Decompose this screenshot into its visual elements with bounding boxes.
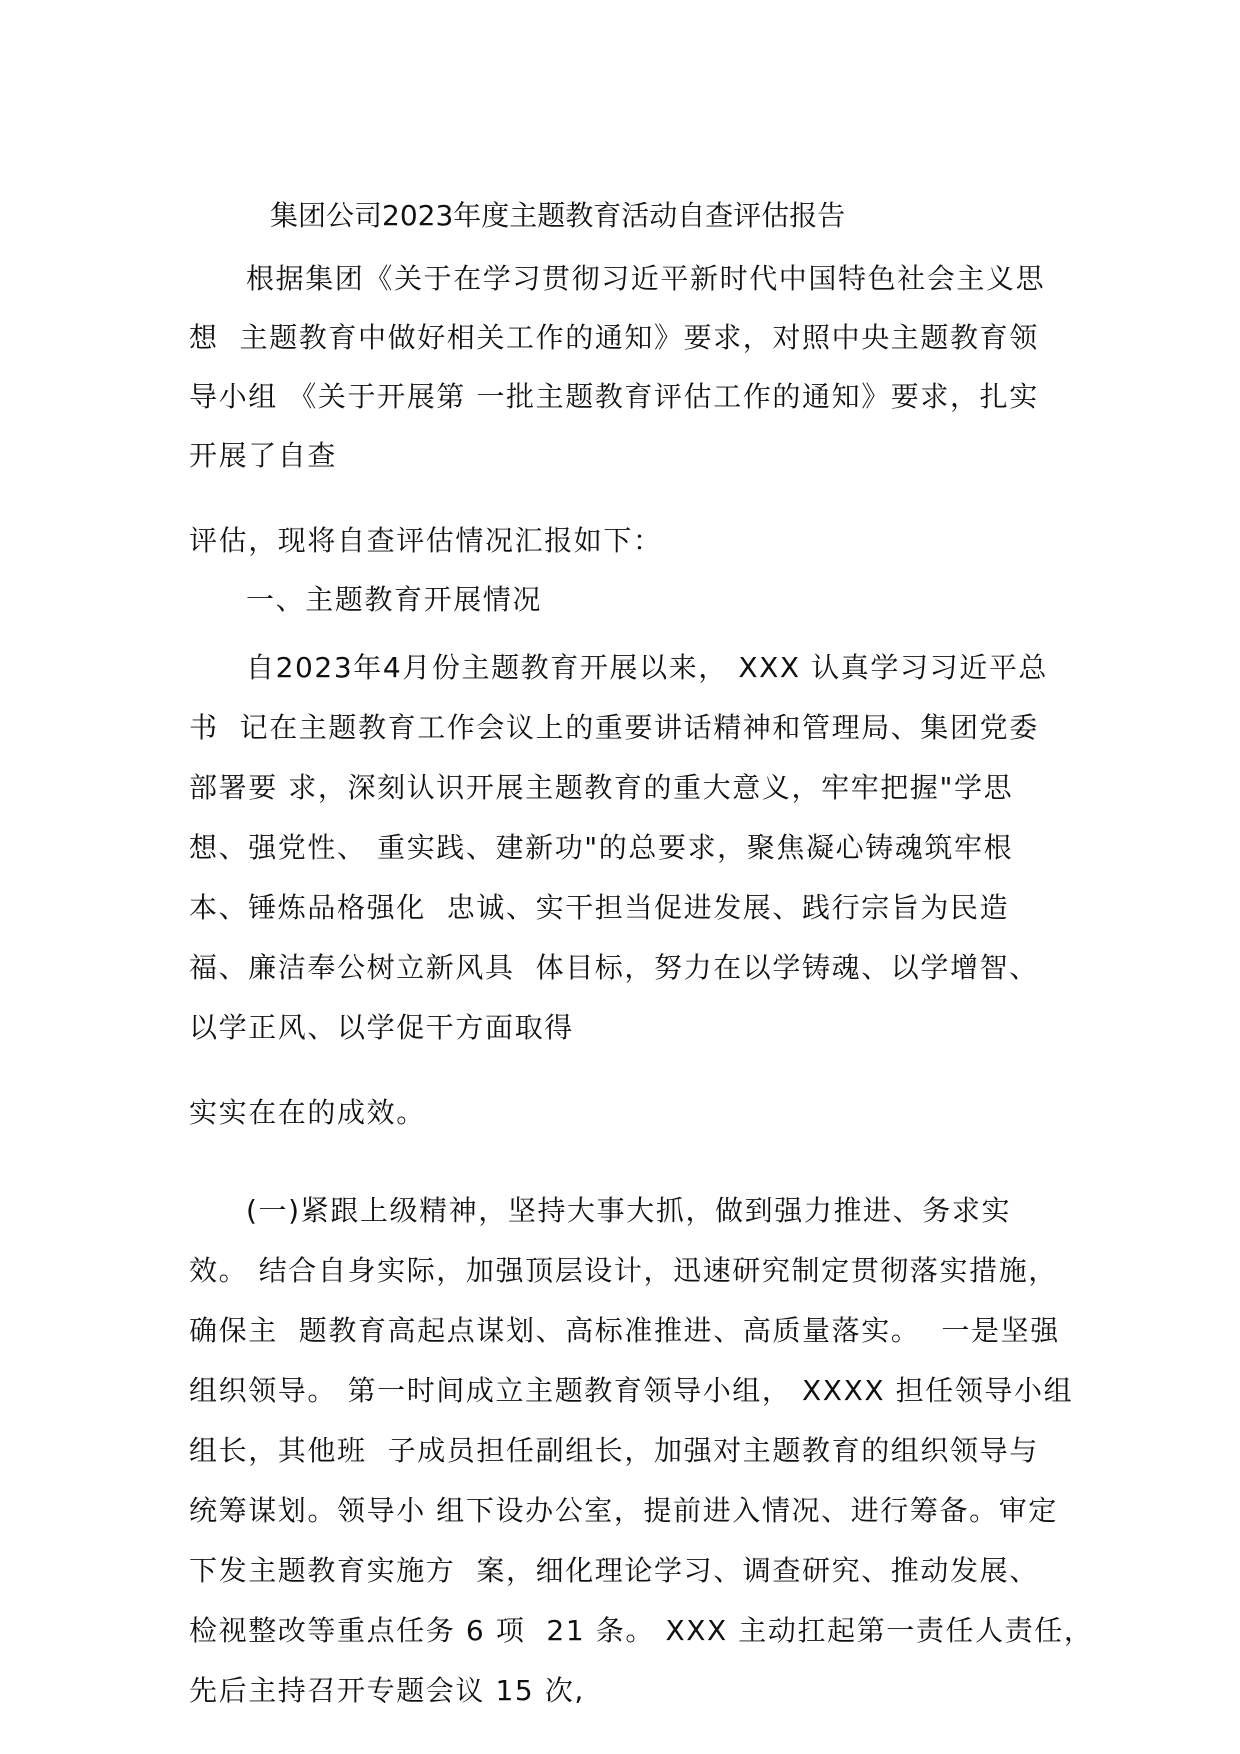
paragraph-line: 检视整改等重点任务 6 项 21 条。 XXX 主动扛起第一责任人责任， [189, 1614, 1094, 1647]
paragraph-line: 开展了自查 [189, 439, 338, 472]
paragraph-line: 实实在在的成效。 [189, 1096, 426, 1129]
paragraph-line: 组长，其他班 子成员担任副组长，加强对主题教育的组织领导与 [189, 1434, 1039, 1467]
paragraph-line: 以学正风、以学促干方面取得 [189, 1011, 574, 1044]
paragraph-line: 评估，现将自查评估情况汇报如下： [189, 524, 663, 557]
paragraph-line: 部署要 求，深刻认识开展主题教育的重大意义，牢牢把握"学思 [189, 771, 1014, 804]
paragraph-line: 下发主题教育实施方 案，细化理论学习、调查研究、推动发展、 [189, 1554, 1039, 1587]
paragraph-line: 想 主题教育中做好相关工作的通知》要求，对照中央主题教育领 [189, 321, 1039, 354]
paragraph-line: 根据集团《关于在学习贯彻习近平新时代中国特色社会主义思 [246, 262, 1046, 295]
paragraph-line: 导小组 《关于开展第 一批主题教育评估工作的通知》要求，扎实 [189, 380, 1039, 413]
paragraph-line: 效。 结合自身实际，加强顶层设计，迅速研究制定贯彻落实措施， [189, 1254, 1058, 1287]
section-heading: 一、主题教育开展情况 [246, 583, 543, 616]
paragraph-line: 书 记在主题教育工作会议上的重要讲话精神和管理局、集团党委 [189, 711, 1039, 744]
paragraph-line: 统筹谋划。领导小 组下设办公室，提前进入情况、进行筹备。审定 [189, 1494, 1058, 1527]
document-title: 集团公司2023年度主题教育活动自查评估报告 [270, 199, 846, 232]
paragraph-line: 自2023年4月份主题教育开展以来， XXX 认真学习习近平总 [246, 651, 1049, 684]
subsection-heading: (一)紧跟上级精神，坚持大事大抓，做到强力推进、务求实 [246, 1194, 1012, 1227]
paragraph-line: 组织领导。 第一时间成立主题教育领导小组， XXXX 担任领导小组 [189, 1374, 1074, 1407]
paragraph-line: 本、锤炼品格强化 忠诚、实干担当促进发展、践行宗旨为民造 [189, 891, 1010, 924]
paragraph-line: 想、强党性、 重实践、建新功"的总要求，聚焦凝心铸魂筑牢根 [189, 831, 1014, 864]
paragraph-line: 福、廉洁奉公树立新风具 体目标，努力在以学铸魂、以学增智、 [189, 951, 1039, 984]
paragraph-line: 先后主持召开专题会议 15 次, [189, 1674, 585, 1707]
paragraph-line: 确保主 题教育高起点谋划、高标准推进、高质量落实。 一是坚强 [189, 1314, 1060, 1347]
